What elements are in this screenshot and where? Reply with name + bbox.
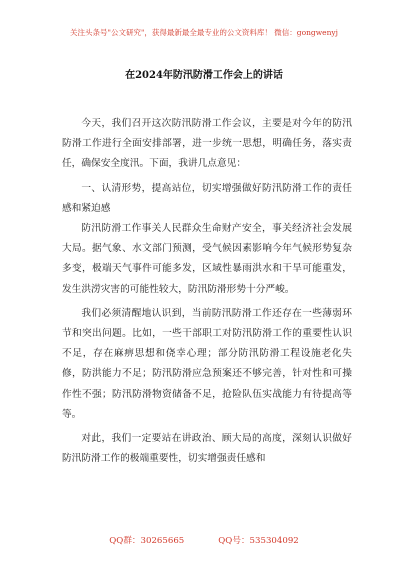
paragraph-intro: 今天，我们召开这次防汛防滑工作会议，主要是对今年的防汛防滑工作进行全面安排部署，进一步统一思想，明确任务，落实责任，确保安全度汛。下面，我讲几点意见： bbox=[62, 118, 352, 170]
paragraph-conclusion: 对此，我们一定要站在讲政治、顾大局的高度，深刻认识做好防汛防滑工作的极端重要性，切实增强责任感和 bbox=[62, 433, 352, 465]
footer-qq-number: QQ号：535304092 bbox=[218, 536, 299, 546]
section-heading-1: 一、认清形势，提高站位，切实增强做好防汛防滑工作的责任感和紧迫感 bbox=[62, 182, 352, 214]
document-body bbox=[62, 114, 352, 469]
page-title: 在2024年防汛防滑工作会上的讲话 bbox=[125, 70, 283, 81]
header-banner: 关注头条号"公文研究"，获得最新最全最专业的公文资料库！ 微信：gongwenyj bbox=[70, 28, 338, 37]
paragraph-problems: 我们必须清醒地认识到，当前防汛防滑工作还存在一些薄弱环节和突出问题。比如，一些干部职工对防汛防滑工作的重要性认识不足，存在麻痹思想和侥幸心理；部分防汛防滑工程设施老化失修，防洪能力不足；防汛防滑应急预案还不够完善，针对性和可操作性不强；防汛防滑物资储备不足，抢险队伍实战能力有待提高等等。 bbox=[62, 307, 352, 420]
paragraph-situation: 防汛防滑工作事关人民群众生命财产安全，事关经济社会发展大局。据气象、水文部门预测，受气候因素影响今年气候形势复杂多变，极端天气事件可能多发，区域性暴雨洪水和干旱可能重发，发生洪涝灾害的可能性较大，防汛防滑形势十分严峻。 bbox=[62, 223, 352, 295]
footer-contact bbox=[0, 534, 408, 546]
footer-qq-group: QQ群：30265665 bbox=[109, 536, 185, 546]
